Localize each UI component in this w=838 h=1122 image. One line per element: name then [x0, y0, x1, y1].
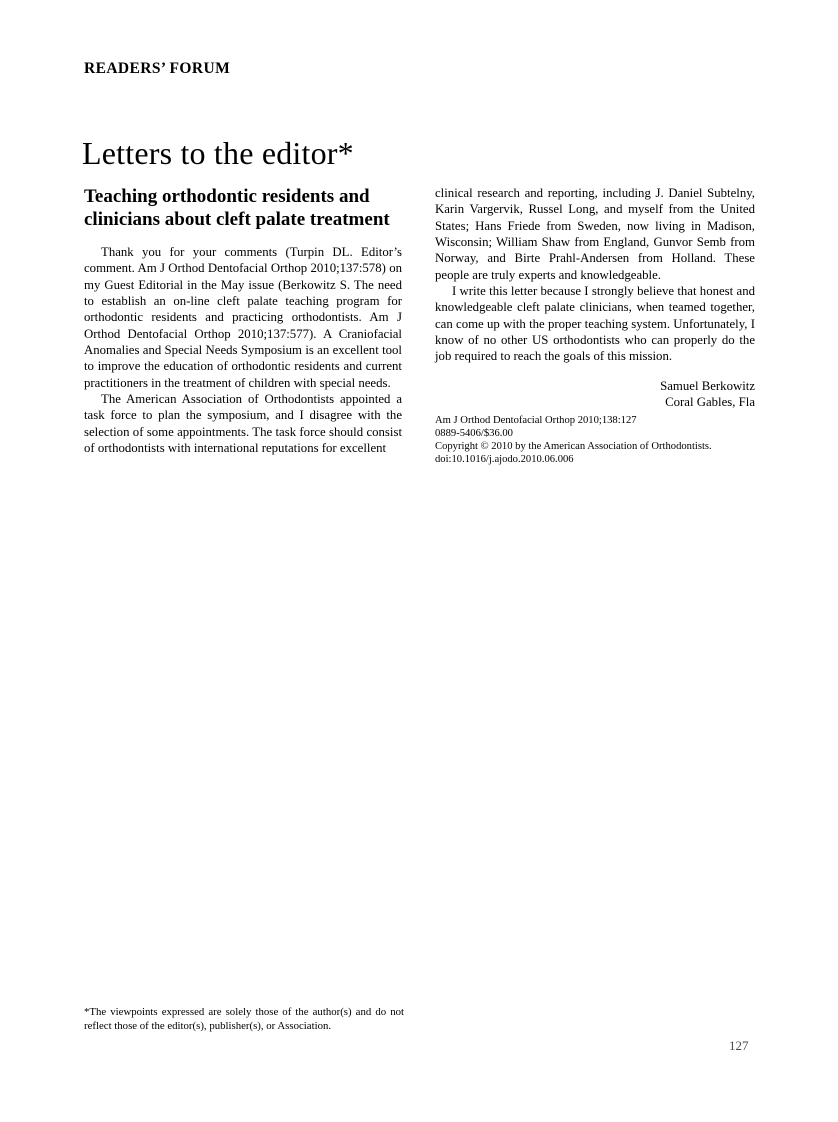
citation-copyright: Copyright © 2010 by the American Association of Orthodontists.: [435, 441, 712, 453]
citation-issn-price: 0889-5406/$36.00: [435, 428, 513, 440]
signature-name: Samuel Berkowitz: [660, 378, 755, 393]
letter-paragraph-continued: clinical research and reporting, including J. Daniel Subtelny, Karin Vargervik, Russel Long, and myself from the United States; Hans Friede from Sweden, now living in Madison, Wisconsin; William Shaw from England, Gunvor Semb from Norway, and Birte Prahl-Andersen from Holland. These people are truly experts and knowledgeable.: [435, 186, 755, 282]
right-column: [435, 185, 755, 466]
citation-doi: doi:10.1016/j.ajodo.2010.06.006: [435, 454, 574, 466]
citation-journal-ref: Am J Orthod Dentofacial Orthop 2010;138:127: [435, 415, 637, 427]
citation-block: [435, 414, 755, 466]
article-body: [84, 185, 755, 466]
page-title: Letters to the editor*: [82, 135, 354, 172]
letter-paragraph: I write this letter because I strongly believe that honest and knowledgeable cleft palate clinicians, when teamed together, can come up with the proper teaching system. Unfortunately, I know of no other US orthodontists who can properly do the job required to reach the goals of this mission.: [435, 284, 755, 364]
page-number: 127: [729, 1038, 749, 1053]
signature-location: Coral Gables, Fla: [665, 395, 755, 410]
signature-block: [435, 378, 755, 411]
author-disclaimer-footnote: *The viewpoints expressed are solely those of the author(s) and do not reflect those of the editor(s), publisher(s), or Association.: [84, 1006, 404, 1032]
letter-paragraph: The American Association of Orthodontists appointed a task force to plan the symposium, and I disagree with the selection of some appointments. The task force should consist of orthodontists with international reputations for excellent: [84, 392, 402, 456]
letter-heading: Teaching orthodontic residents and clinicians about cleft palate treatment: [84, 186, 390, 230]
letter-paragraph: Thank you for your comments (Turpin DL. Editor’s comment. Am J Orthod Dentofacial Orthop 2010;137:578) on my Guest Editorial in the May issue (Berkowitz S. The need to establish an on-line cleft palate teaching program for orthodontic residents and practicing orthodontists. Am J Orthod Dentofacial Orthop 2010;137:577). A Craniofacial Anomalies and Special Needs Symposium is an excellent tool to improve the education of orthodontic residents and current practitioners in the treatment of children with special needs.: [84, 245, 402, 390]
running-head: READERS’ FORUM: [84, 60, 231, 77]
left-column: [84, 185, 402, 466]
